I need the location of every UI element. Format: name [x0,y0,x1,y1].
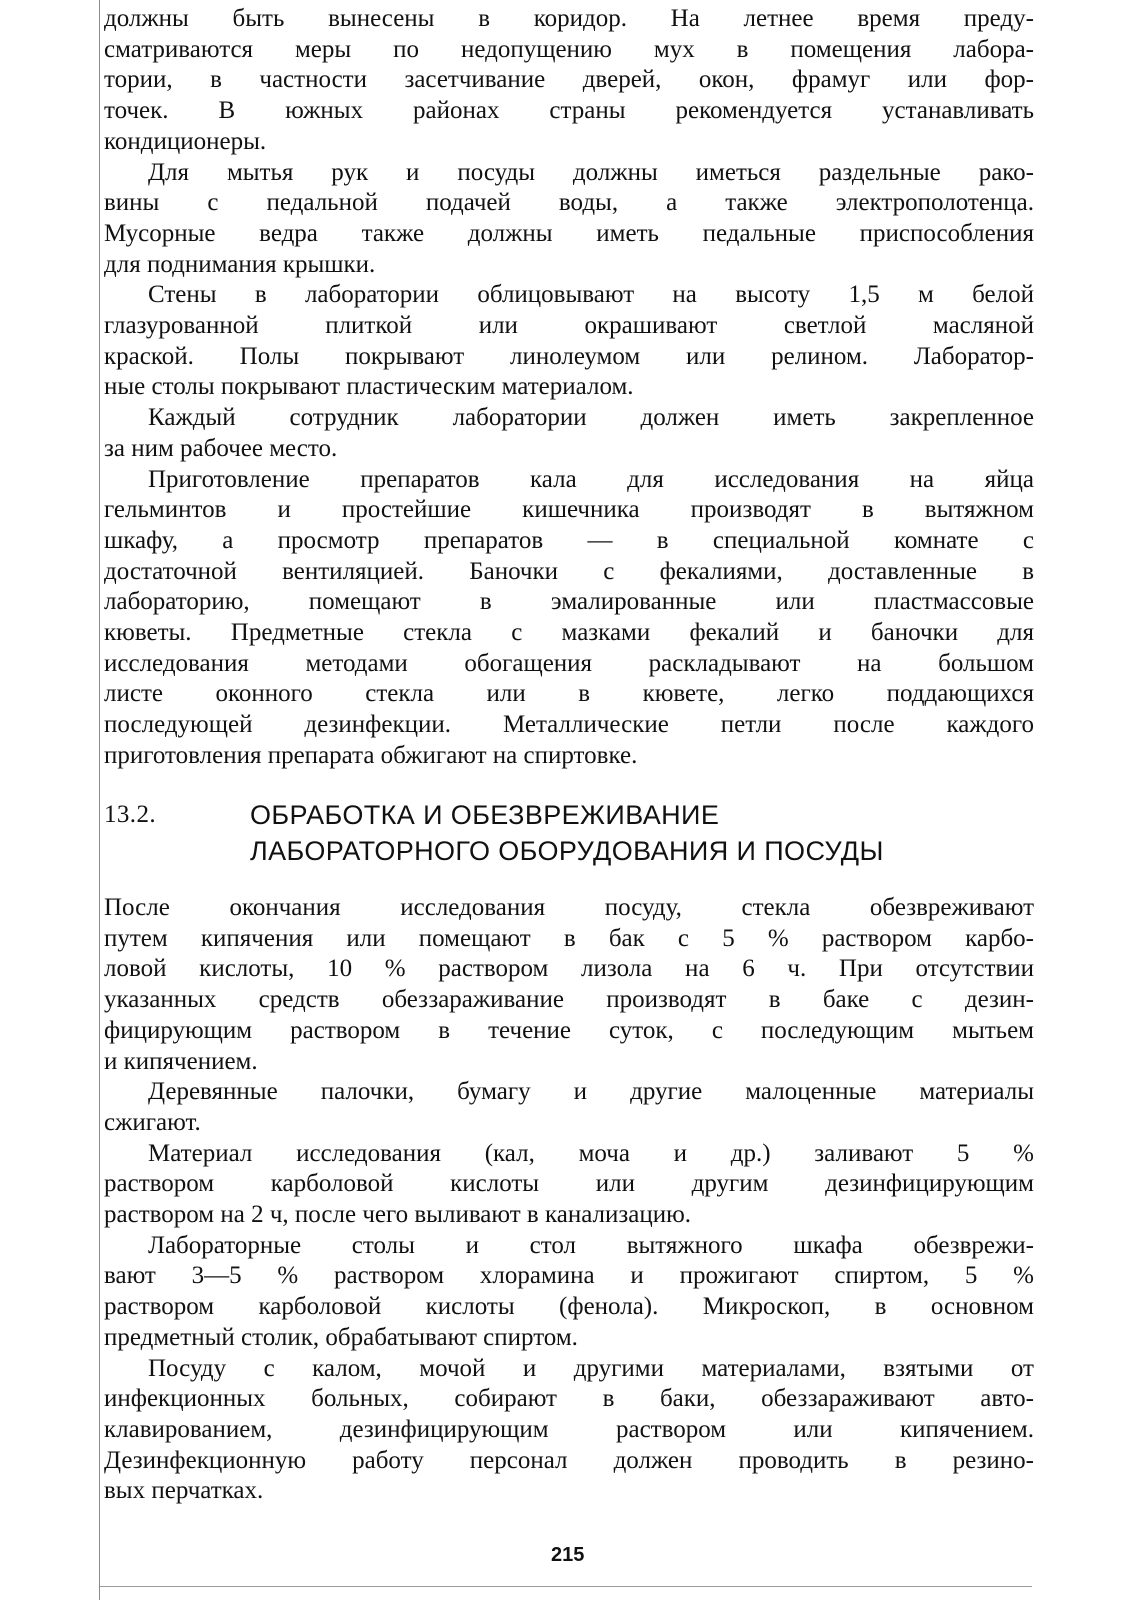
paragraph [104,158,1034,281]
text-line: достаточной вентиляцией. Баночки с фекалиями, доставленные в [104,557,1034,585]
text-line: раствором карболовой кислоты или другим дезинфицирующим [104,1170,1034,1198]
text-line: клавированием, дезинфицирующим раствором или кипячением. [104,1415,1034,1443]
text-line: кюветы. Предметные стекла с мазками фекалий и баночки для [104,619,1034,647]
text-line: Материал исследования (кал, моча и др.) заливают 5 % [148,1139,1034,1167]
page-number: 215 [551,1544,585,1566]
text-line: Приготовление препаратов кала для исследования на яйца [148,465,1034,493]
text-line: путем кипячения или помещают в бак с 5 % раствором карбо- [104,924,1034,952]
text-line: Для мытья рук и посуды должны иметься раздельные рако- [148,158,1034,186]
text-line: После окончания исследования посуду, стекла обезвреживают [104,894,1034,921]
left-margin-rule [99,0,100,1600]
paragraph [104,465,1034,772]
text-line: последующей дезинфекции. Металлические петли после каждого [104,711,1034,739]
paragraph [104,1354,1034,1508]
text-line: указанных средств обеззараживание производят в баке с дезин- [104,986,1034,1014]
paragraph [104,280,1034,403]
section-title-line-2: ЛАБОРАТОРНОГО ОБОРУДОВАНИЯ И ПОСУДЫ [250,836,884,866]
text-line: ные столы покрывают пластическим материалом. [104,373,634,401]
section-title-line-1: ОБРАБОТКА И ОБЕЗВРЕЖИВАНИЕ [250,800,720,830]
text-line: раствором карболовой кислоты (фенола). Микроскоп, в основном [104,1293,1034,1321]
text-line: инфекционных больных, собирают в баки, обеззараживают авто- [104,1385,1034,1413]
text-line: сжигают. [104,1108,201,1136]
text-line: вают 3—5 % раствором хлорамина и прожигают спиртом, 5 % [104,1262,1034,1290]
paragraph [104,893,1034,1077]
text-line: краской. Полы покрывают линолеумом или релином. Лаборатор- [104,342,1034,370]
text-line: Каждый сотрудник лаборатории должен иметь закрепленное [148,404,1034,432]
top-text-column [104,4,1034,772]
text-line: Деревянные палочки, бумагу и другие малоценные материалы [148,1078,1034,1106]
text-line: за ним рабочее место. [104,434,338,462]
text-line: гельминтов и простейшие кишечника производят в вытяжном [104,496,1034,524]
text-line: кондиционеры. [104,127,267,155]
text-line: ловой кислоты, 10 % раствором лизола на 6 ч. При отсутствии [104,955,1034,983]
paragraph [104,1077,1034,1138]
paragraph [104,403,1034,464]
text-line: лабораторию, помещают в эмалированные или пластмассовые [104,588,1034,616]
bottom-text-column [104,893,1034,1507]
text-line: предметный столик, обрабатывают спиртом. [104,1323,578,1351]
paragraph [104,1231,1034,1354]
text-line: должны быть вынесены в коридор. На летнее время преду- [104,5,1034,32]
text-line: вых перчатках. [104,1477,264,1505]
text-line: вины с педальной подачей воды, а также электрополотенца. [104,189,1034,217]
text-line: тории, в частности засетчивание дверей, окон, фрамуг или фор- [104,66,1034,94]
text-line: Стены в лаборатории облицовывают на высоту 1,5 м белой [148,281,1034,309]
text-line: Лабораторные столы и стол вытяжного шкафа обезврежи- [148,1231,1034,1259]
text-line: раствором на 2 ч, после чего выливают в канализацию. [104,1201,692,1229]
paragraph [104,1139,1034,1231]
text-line: Мусорные ведра также должны иметь педальные приспособления [104,219,1034,247]
text-line: листе оконного стекла или в кювете, легко поддающихся [104,680,1034,708]
text-line: шкафу, а просмотр препаратов — в специальной комнате с [104,526,1034,554]
text-line: и кипячением. [104,1047,258,1075]
text-line: фицирующим раствором в течение суток, с последующим мытьем [104,1016,1034,1044]
text-line: для поднимания крышки. [104,250,376,278]
text-line: Дезинфекционную работу персонал должен проводить в резино- [104,1446,1034,1474]
paragraph [104,4,1034,158]
bottom-rule [100,1586,1032,1587]
text-line: сматриваются меры по недопущению мух в помещения лабора- [104,35,1034,63]
text-line: исследования методами обогащения раскладывают на большом [104,649,1034,677]
section-number: 13.2. [104,801,156,828]
text-line: приготовления препарата обжигают на спиртовке. [104,741,638,769]
text-line: точек. В южных районах страны рекомендуется устанавливать [104,97,1034,125]
text-line: Посуду с калом, мочой и другими материалами, взятыми от [148,1354,1034,1382]
text-line: глазурованной плиткой или окрашивают светлой масляной [104,312,1034,340]
